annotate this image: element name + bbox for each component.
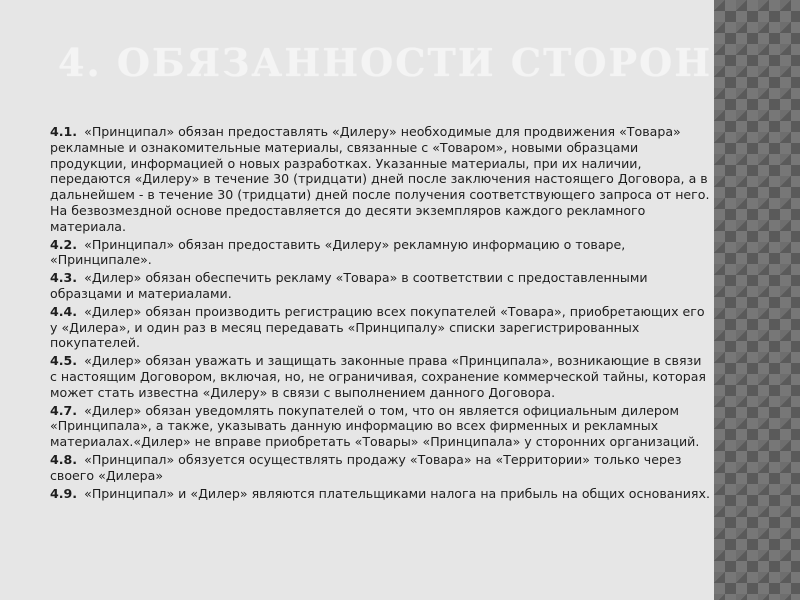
list-item-4-3	[50, 270, 710, 302]
list-item-4-9	[50, 486, 710, 502]
slide-title: 4. ОБЯЗАННОСТИ СТОРОН	[58, 40, 713, 85]
item-number: 4.7.	[50, 402, 78, 418]
item-text: «Принципал» обязан предоставить «Дилеру» рекламную информацию о товаре, «Принципале».	[50, 236, 626, 268]
item-text: «Дилер» обязан уведомлять покупателей о том, что он является официальным дилером «Принципала», а также, указывать данную информацию во всех фирменных и рекламных материалах.«Дилер» не вправе приобретать «Товары» «Принципала» у сторонних организаций.	[50, 402, 700, 450]
item-text: «Принципал» обязуется осуществлять продажу «Товара» на «Территории» только через своего «Дилера»	[50, 451, 682, 483]
item-number: 4.3.	[50, 270, 78, 286]
item-number: 4.9.	[50, 485, 78, 501]
item-text: «Принципал» и «Дилер» являются плательщиками налога на прибыль на общих основаниях.	[84, 485, 710, 501]
item-text: «Дилер» обязан производить регистрацию всех покупателей «Товара», приобретающих его у «Дилера», и один раз в месяц передавать «Принципалу» списки зарегистрированных покупателей.	[50, 303, 705, 351]
item-text: «Принципал» обязан предоставлять «Дилеру» необходимые для продвижения «Товара» рекламные и ознакомительные материалы, связанные с «Товаром», новыми образцами продукции, информацией о новых разработках. Указанные материалы, при их наличии, передаются «Дилеру» в течение 30 (тридцати) дней после заключения настоящего Договора, а в дальнейшем - в течение 30 (тридцати) дней после получения соответствующего запроса от него. На безвозмездной основе предоставляется до десяти экземпляров каждого рекламного материала.	[50, 124, 710, 234]
item-text: «Дилер» обязан обеспечить рекламу «Товара» в соответствии с предоставленными образцами и материалами.	[50, 270, 648, 301]
obligations-list	[50, 124, 710, 503]
list-item-4-1	[50, 124, 710, 235]
item-number: 4.8.	[50, 451, 78, 467]
list-item-4-7	[50, 403, 710, 450]
item-number: 4.4.	[50, 303, 78, 319]
item-text: «Дилер» обязан уважать и защищать законные права «Принципала», возникающие в связи с настоящим Договором, включая, но, не ограничивая, сохранение коммерческой тайны, которая может стать известна «Дилеру» в связи с выполнением данного Договора.	[50, 353, 706, 400]
item-number: 4.5.	[50, 353, 78, 369]
list-item-4-8	[50, 452, 710, 484]
item-number: 4.1.	[50, 124, 78, 139]
list-item-4-5	[50, 353, 710, 400]
list-item-4-4	[50, 304, 710, 351]
list-item-4-2	[50, 237, 710, 269]
item-number: 4.2.	[50, 236, 78, 252]
decorative-side-pattern	[714, 0, 800, 600]
